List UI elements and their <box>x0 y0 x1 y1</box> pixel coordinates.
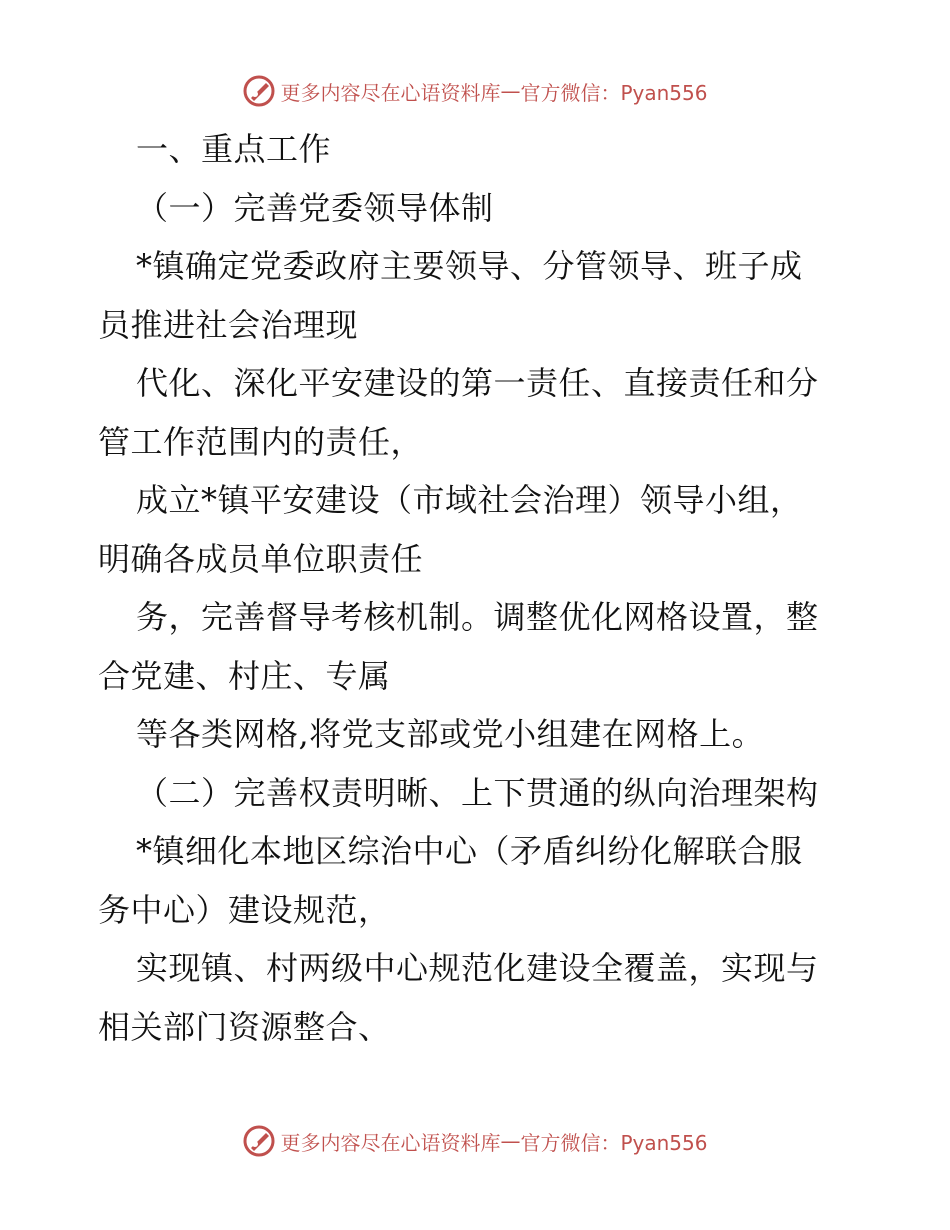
paragraph-line: 务，完善督导考核机制。调整优化网格设置，整 <box>136 598 819 636</box>
pen-logo-icon <box>242 74 276 108</box>
paragraph-line: *镇确定党委政府主要领导、分管领导、班子成 <box>136 247 803 285</box>
banner-wechat: 官方微信：Pyan556 <box>520 1130 708 1155</box>
banner-wechat: 官方微信：Pyan556 <box>520 80 708 105</box>
paragraph-line: 实现镇、村两级中心规范化建设全覆盖，实现与 <box>136 949 819 987</box>
section-heading: 一、重点工作 <box>136 130 332 168</box>
paragraph-line: 等各类网格,将党支部或党小组建在网格上。 <box>136 715 765 753</box>
document-body <box>98 120 858 1056</box>
footer-banner <box>0 1121 950 1161</box>
paragraph-line: 成立*镇平安建设（市域社会治理）领导小组， <box>136 481 803 519</box>
paragraph-line: 明确各成员单位职责任 <box>98 539 424 578</box>
banner-text: 更多内容尽在心语资料库 <box>280 1130 501 1155</box>
subsection-heading-2: （二）完善权责明晰、上下贯通的纵向治理架构 <box>136 773 819 812</box>
banner-dash: — <box>500 79 521 103</box>
paragraph-line: 相关部门资源整合、 <box>98 1007 391 1046</box>
paragraph-line: 代化、深化平安建设的第一责任、直接责任和分 <box>136 364 819 402</box>
paragraph-line: 员推进社会治理现 <box>98 305 359 344</box>
pen-logo-icon <box>242 1124 276 1158</box>
paragraph-line: *镇细化本地区综治中心（矛盾纠纷化解联合服 <box>136 832 803 870</box>
paragraph-line: 管工作范围内的责任， <box>98 422 424 461</box>
header-banner <box>0 71 950 111</box>
banner-dash: — <box>500 1129 521 1153</box>
subsection-heading-1: （一）完善党委领导体制 <box>136 188 494 227</box>
banner-text: 更多内容尽在心语资料库 <box>280 80 501 105</box>
paragraph-line: 合党建、村庄、专属 <box>98 656 391 695</box>
paragraph-line: 务中心）建设规范， <box>98 890 391 929</box>
